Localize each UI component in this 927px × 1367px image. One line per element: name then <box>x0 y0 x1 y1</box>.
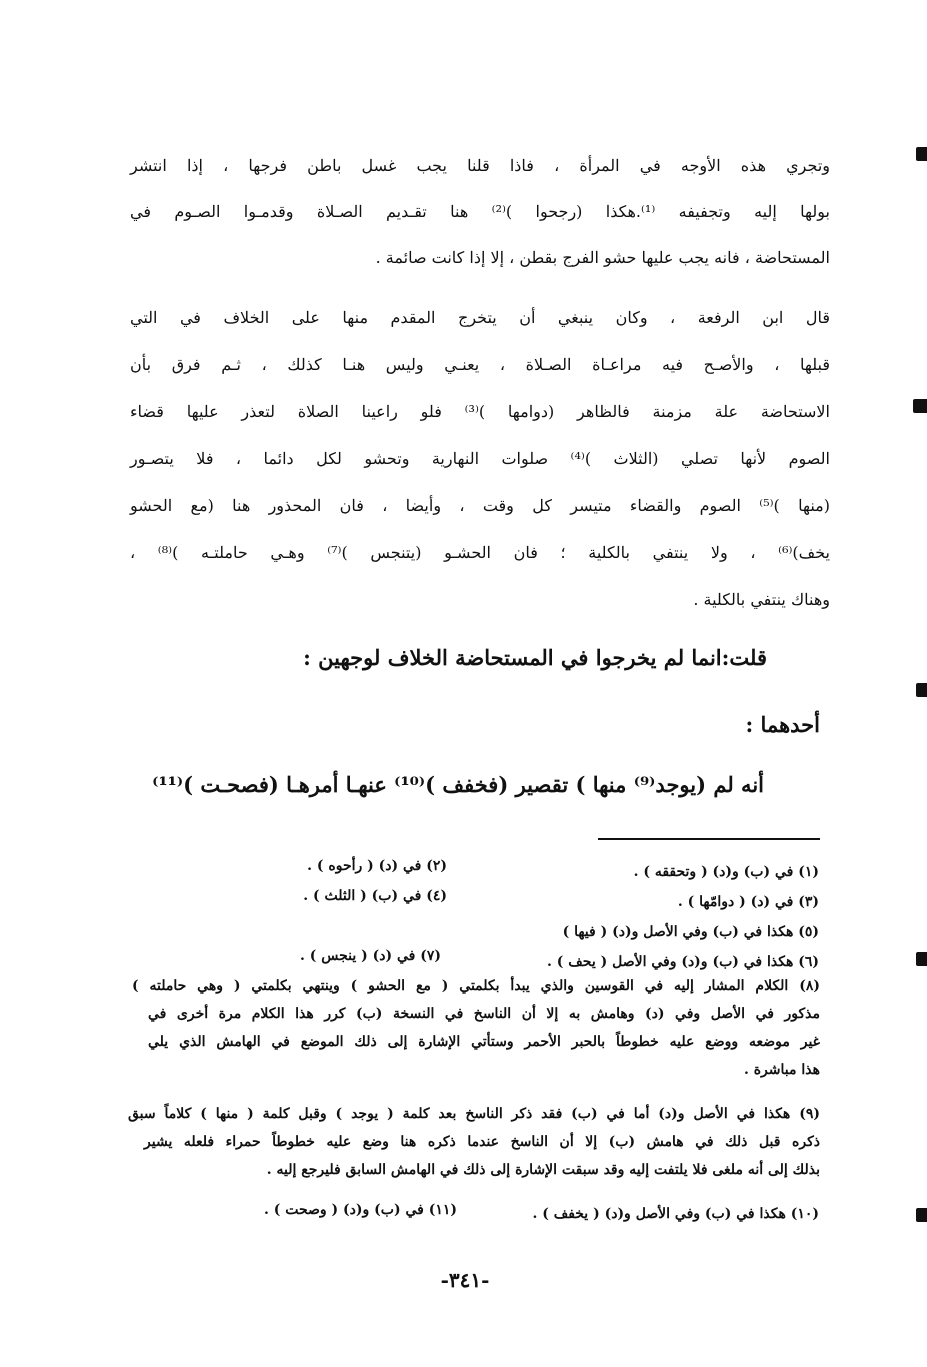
text-line: يخف)⁽⁶⁾ ، ولا ينتفي بالكلية ؛ فان الحشـو (يتنجس )⁽⁷⁾ وهـي حاملتـه )⁽⁸⁾ ، <box>130 543 830 562</box>
page-number: -٣٤١- <box>440 1268 490 1292</box>
text-line: بولها إليه وتجفيفه ⁽¹⁾.هكذا (رجحوا )⁽²⁾ هنا تقـديم الصـلاة وقدمـوا الصـوم في <box>130 202 831 221</box>
text-line: وتجري هذه الأوجه في المرأة ، فاذا قلنا يجب غسل باطن فرجها ، إذا انتشر <box>130 156 830 175</box>
footnote-7: (٧) في (د) ( ينجس ) . <box>300 948 441 964</box>
footnote-line: هذا مباشرة . <box>743 1062 820 1078</box>
footnote-11: (١١) في (ب) و(د) ( وصحت ) . <box>263 1202 457 1218</box>
text-line: وهناك ينتفي بالكلية . <box>693 590 830 609</box>
footnote-line: (٩) هكذا في الأصل و(د) أما في (ب) فقد ذكر الناسخ بعد كلمة ( يوجد ) وقبل كلمة ( منها ) كلاماً سبق <box>128 1106 820 1122</box>
paragraph-4: أنه لم (يوجد⁽⁹⁾ منها ) تقصير (فخفف )⁽¹⁰⁾ عنهـا أمرهـا (فصحـت )⁽¹¹⁾ <box>152 772 764 797</box>
text-line: الاستحاضة علة مزمنة فالظاهر (دوامها )⁽³⁾ فلو راعينا الصلاة لتعذر عليها قضاء <box>130 402 830 421</box>
scan-edge-mark <box>916 683 927 697</box>
footnote-1: (١) في (ب) و(د) ( وتحققه ) . <box>633 864 819 880</box>
footnote-separator <box>598 838 820 840</box>
footnote-line: ذكره قبل ذلك في هامش (ب) إلا أن الناسخ عندما ذكره هنا وضع عليه خطوطاً حمراء فلعله يشير <box>144 1134 820 1150</box>
text-line: المستحاضة ، فانه يجب عليها حشو الفرج بقطن ، إلا إذا كانت صائمة . <box>375 248 830 267</box>
footnote-5: (٥) هكذا في (ب) وفي الأصل و(د) ( فيها ) <box>562 924 819 940</box>
text-line: الصوم لأنها تصلي (الثلاث )⁽⁴⁾ صلوات النهارية وتحشو لكل دائما ، فلا يتصـور <box>130 449 830 468</box>
scan-edge-mark <box>916 147 927 161</box>
footnote-line: بذلك إلى أنه ملغى فلا يلتفت إليه وقد سبقت الإشارة إلى ذلك في الهامش السابق فليرجع إليه . <box>266 1162 820 1178</box>
footnote-line: مذكور في الأصل وفي (د) وهامش به إلا أن الناسخ في النسخة (ب) كرر هذا الكلام مرة أخرى في <box>148 1006 820 1022</box>
scan-edge-mark <box>916 1208 927 1222</box>
footnote-10: (١٠) هكذا في (ب) وفي الأصل و(د) ( يخفف ) . <box>532 1206 819 1222</box>
text-line: قال ابن الرفعة ، وكان ينبغي أن يتخرج المقدم منها على الخلاف في التي <box>130 308 830 327</box>
footnote-line: غير موضعه ووضع عليه خطوطاً بالحبر الأحمر وستأتي الإشارة إلى ذلك الموضع في الهامش الذي يلي <box>148 1034 820 1050</box>
footnote-line: (٨) الكلام المشار إليه في القوسين والذي يبدأ بكلمتي ( مع الحشو ) وينتهي بكلمتي ( وهي حاملته ) <box>132 978 820 994</box>
footnote-3: (٣) في (د) ( دوامّها ) . <box>677 894 819 910</box>
footnote-4: (٤) في (ب) ( الثلث ) . <box>303 888 447 904</box>
footnote-6: (٦) هكذا في (ب) و(د) وفي الأصل ( يحف ) . <box>547 954 819 970</box>
scan-edge-mark <box>916 952 927 966</box>
scan-edge-mark <box>913 399 927 413</box>
section-heading: أحدهما : <box>745 712 820 737</box>
footnote-2: (٢) في (د) ( رأحوه ) . <box>307 858 447 874</box>
text-line: (منها )⁽⁵⁾ الصوم والقضاء متيسر كل وقت ، وأيضا ، فان المحذور هنا (مع الحشو <box>130 496 830 515</box>
paragraph-3: قلت:انما لم يخرجوا في المستحاضة الخلاف لوجهين : <box>303 645 767 670</box>
text-line: قبلها ، والأصـح فيه مراعـاة الصـلاة ، يعنـي وليس هنـا كذلك ، ثـم فرق بأن <box>130 355 830 374</box>
